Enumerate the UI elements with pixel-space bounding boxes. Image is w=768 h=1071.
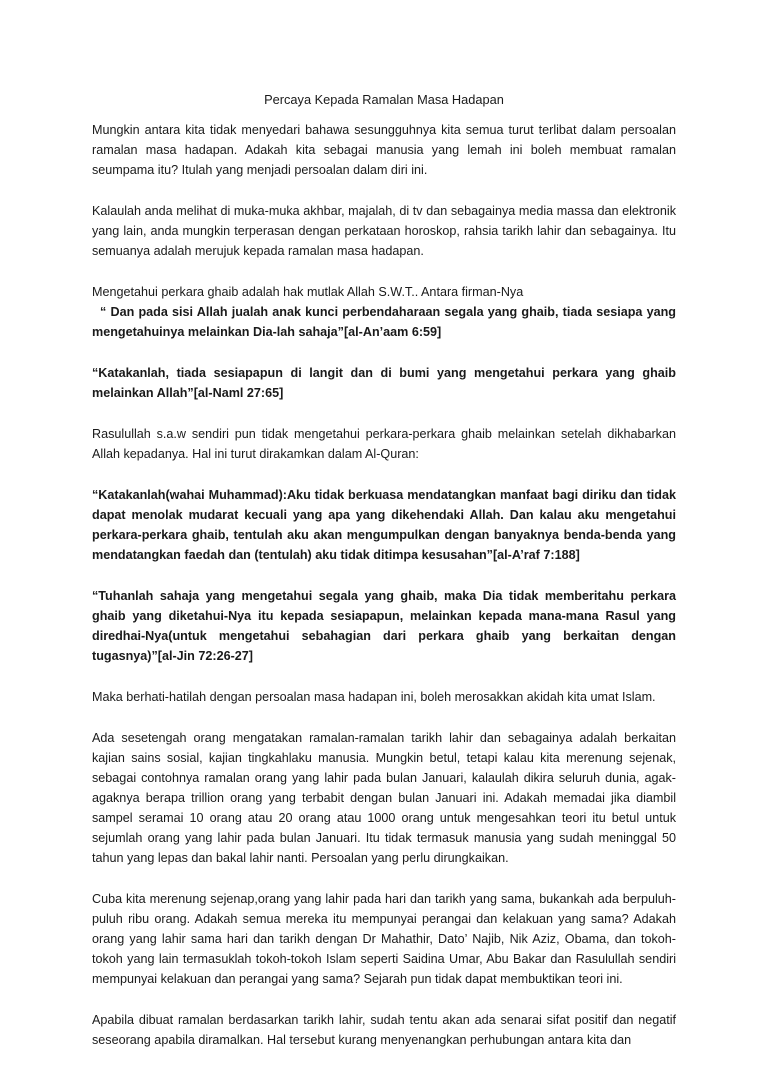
paragraph-intro: Mungkin antara kita tidak menyedari bahawa sesungguhnya kita semua turut terlibat dalam persoalan ramalan masa hadapan. Adakah kita sebagai manusia yang lemah ini boleh membuat ramalan seumpama itu? Itulah yang menjadi persoalan dalam diri ini. xyxy=(92,123,676,177)
paragraph-media: Kalaulah anda melihat di muka-muka akhbar, majalah, di tv dan sebagainya media massa dan elektronik yang lain, anda mungkin terperasan dengan perkataan horoskop, rahsia tarikh lahir dan sebagainya. Itu semuanya adalah merujuk kepada ramalan masa hadapan. xyxy=(92,204,676,258)
paragraph-warning: Maka berhati-hatilah dengan persoalan masa hadapan ini, boleh merosakkan akidah kita umat Islam. xyxy=(92,690,656,704)
quote-al-naml: “Katakanlah, tiada sesiapapun di langit dan di bumi yang mengetahui perkara yang ghaib melainkan Allah”[al-Naml 27:65] xyxy=(92,366,676,400)
quote-al-jin: “Tuhanlah sahaja yang mengetahui segala yang ghaib, maka Dia tidak memberitahu perkara ghaib yang diketahui-Nya itu kepada sesiapapun, melainkan kepada mana-mana Rasul yang diredhai-Nya(untuk mengetahui sebahagian dari perkara ghaib yang berkaitan dengan tugasnya)”[al-Jin 72:26-27] xyxy=(92,589,676,663)
paragraph-ghaib-intro: Mengetahui perkara ghaib adalah hak mutlak Allah S.W.T.. Antara firman-Nya xyxy=(92,285,524,299)
paragraph-same-birthdate: Cuba kita merenung sejenap,orang yang lahir pada hari dan tarikh yang sama, bukankah ada berpuluh-puluh ribu orang. Adakah semua mereka itu mempunyai perangai dan kelakuan yang sama? Adakah orang yang lahir sama hari dan tarikh dengan Dr Mahathir, Dato’ Najib, Nik Aziz, Obama, dan tokoh-tokoh yang lain termasuklah tokoh-tokoh Islam seperti Saidina Umar, Abu Bakar dan Rasulullah sendiri mempunyai kelakuan dan perangai yang sama? Sejarah pun tidak dapat membuktikan teori ini. xyxy=(92,892,676,986)
paragraph-rasulullah: Rasulullah s.a.w sendiri pun tidak mengetahui perkara-perkara ghaib melainkan setelah dikhabarkan Allah kepadanya. Hal ini turut dirakamkan dalam Al-Quran: xyxy=(92,427,676,461)
paragraph-positive-negative: Apabila dibuat ramalan berdasarkan tarikh lahir, sudah tentu akan ada senarai sifat positif dan negatif seseorang apabila diramalkan. Hal tersebut kurang menyenangkan perhubungan antara kita dan xyxy=(92,1013,676,1047)
quote-al-araf: “Katakanlah(wahai Muhammad):Aku tidak berkuasa mendatangkan manfaat bagi diriku dan tidak dapat menolak mudarat kecuali yang apa yang dikehendaki Allah. Dan kalau aku mengetahui perkara-perkara ghaib, tentulah aku akan mengumpulkan dengan banyaknya benda-benda yang mendatangkan faedah dan (tentulah) aku tidak ditimpa kesusahan”[al-A’raf 7:188] xyxy=(92,488,676,562)
document-page xyxy=(92,90,676,1071)
document-title: Percaya Kepada Ramalan Masa Hadapan xyxy=(264,92,504,107)
paragraph-social-science: Ada sesetengah orang mengatakan ramalan-ramalan tarikh lahir dan sebagainya adalah berkaitan kajian sains sosial, kajian tingkahlaku manusia. Mungkin betul, tetapi kalau kita merenung sejenak, sebagai contohnya ramalan orang yang lahir pada bulan Januari, kalaulah dikira seluruh dunia, agak-agaknya berapa trillion orang yang terbabit dengan bulan Januari ini. Adakah memadai jika diambil sampel seramai 10 orang atau 20 orang atau 1000 orang untuk mengesahkan teori itu betul untuk sejumlah orang yang lahir pada bulan Januari. Itu tidak termasuk manusia yang sudah meninggal 50 tahun yang lepas dan bakal lahir nanti. Persoalan yang perlu dirungkaikan. xyxy=(92,731,676,865)
quote-al-anaam: “ Dan pada sisi Allah jualah anak kunci perbendaharaan segala yang ghaib, tiada sesiapa yang mengetahuinya melainkan Dia-lah sahaja”[al-An’aam 6:59] xyxy=(92,305,676,339)
